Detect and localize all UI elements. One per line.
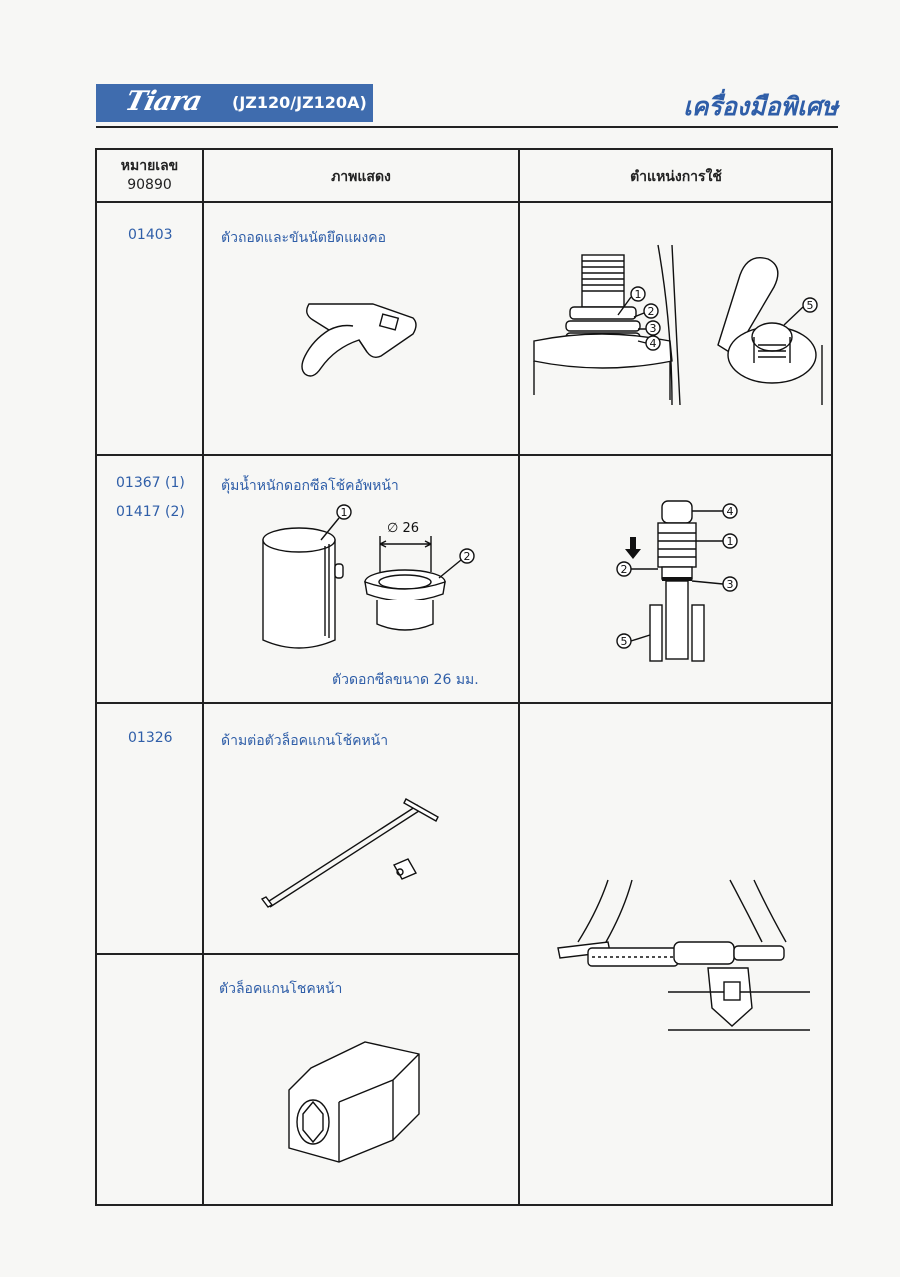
row-divider xyxy=(95,953,519,955)
tool-name: ตุ้มน้ำหนักดอกซีลโช้คอัพหน้า xyxy=(221,478,399,494)
brand-logo: Tiara xyxy=(122,86,205,117)
svg-text:2: 2 xyxy=(647,305,655,318)
tool-name: ด้ามต่อตัวล็อคแกนโช้คหน้า xyxy=(221,733,389,749)
seal-install-usage-illustration xyxy=(610,495,760,665)
seal-diameter-label: ∅ 26 xyxy=(387,521,419,536)
column-divider xyxy=(518,148,520,1206)
svg-text:1: 1 xyxy=(726,535,734,548)
svg-text:5: 5 xyxy=(620,635,628,648)
seal-driver-weight-illustration xyxy=(255,500,485,665)
row-divider xyxy=(95,454,833,456)
hex-holder-illustration xyxy=(285,1030,425,1170)
seal-size-note: ตัวดอกซีลขนาด 26 มม. xyxy=(332,672,479,688)
steering-head-usage-illustration xyxy=(522,245,827,410)
svg-text:5: 5 xyxy=(806,299,814,312)
brand-banner xyxy=(96,84,373,122)
part-number: 01367 (1) xyxy=(116,475,185,491)
svg-text:4: 4 xyxy=(649,337,657,350)
svg-text:2: 2 xyxy=(463,550,471,563)
part-number: 01326 xyxy=(128,730,173,746)
column-header-partno: หมายเลข 90890 xyxy=(120,158,179,193)
svg-text:1: 1 xyxy=(634,288,642,301)
header-row-divider xyxy=(95,201,833,203)
column-divider xyxy=(202,148,204,1206)
tool-name: ตัวถอดและขันนัตยึดแผงคอ xyxy=(221,230,386,246)
model-code: (JZ120/JZ120A) xyxy=(232,93,367,112)
svg-text:3: 3 xyxy=(726,578,734,591)
svg-text:2: 2 xyxy=(620,563,628,576)
tool-name: ตัวล็อคแกนโชคหน้า xyxy=(219,981,343,997)
part-number: 01403 xyxy=(128,227,173,243)
column-header-usage: ตำแหน่งการใช้ xyxy=(630,169,722,185)
ring-nut-wrench-illustration xyxy=(295,290,425,385)
page-title: เครื่องมือพิเศษ xyxy=(683,92,838,121)
header-divider xyxy=(96,126,838,128)
svg-text:3: 3 xyxy=(649,322,657,335)
svg-text:4: 4 xyxy=(726,505,734,518)
t-handle-illustration xyxy=(260,795,450,910)
row-divider xyxy=(95,702,833,704)
part-number: 01417 (2) xyxy=(116,504,185,520)
damper-rod-holding-usage-illustration xyxy=(548,880,813,1035)
column-header-image: ภาพแสดง xyxy=(331,169,391,185)
svg-text:1: 1 xyxy=(340,506,348,519)
